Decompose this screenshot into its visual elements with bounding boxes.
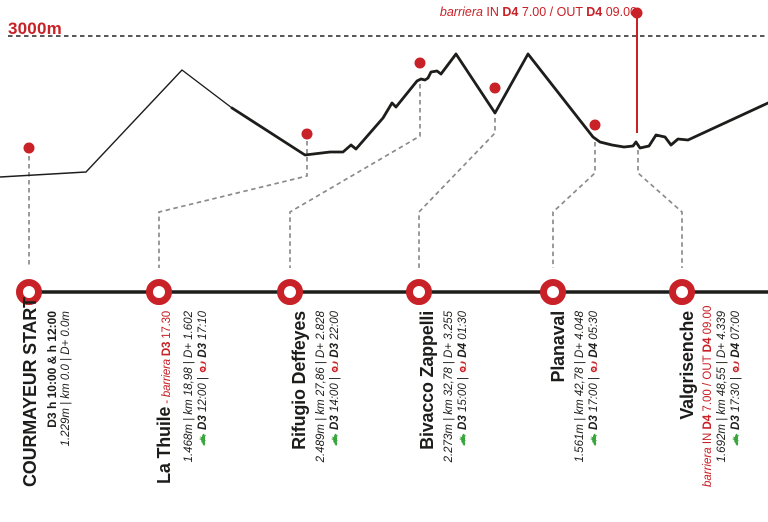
waypoint-connector (159, 141, 307, 268)
waypoint-title (285, 311, 314, 487)
text-segment: barriera (702, 447, 714, 487)
waypoint-bivacco-zappelli (413, 311, 470, 487)
text-segment: 1.692m | km 48,55 | D+ 4.339 (716, 311, 728, 463)
text-segment: D4 (588, 342, 600, 358)
text-segment: 09.00 (602, 5, 637, 19)
axis-marker-planaval (544, 283, 563, 302)
axis-marker-bivacco-zappelli (410, 283, 429, 302)
text-segment (197, 358, 209, 361)
profile-dot (590, 120, 601, 131)
text-segment: D4 (702, 414, 714, 430)
hare-icon (730, 433, 742, 446)
waypoint-stats (442, 311, 456, 487)
text-segment (588, 358, 600, 361)
waypoint-stats (59, 311, 73, 487)
text-segment: COURMAYEUR START (20, 297, 40, 487)
snail-icon (329, 361, 341, 374)
profile-dot (415, 58, 426, 69)
text-segment: 07:00 (730, 311, 742, 343)
text-segment: - (161, 397, 173, 407)
text-segment: 22:00 (329, 311, 341, 343)
text-segment: Rifugio Deffeyes (289, 311, 309, 450)
text-segment: h 10:00 & h 12:00 (45, 311, 59, 413)
text-segment: D3 (161, 341, 173, 357)
snail-icon (197, 361, 209, 374)
text-segment: 17:30 | (730, 373, 742, 416)
text-segment: D4 (730, 342, 742, 358)
waypoint-times (196, 311, 210, 487)
text-segment: IN (482, 5, 503, 19)
text-segment: D4 (457, 342, 469, 358)
waypoint-valgrisenche (673, 305, 743, 487)
text-segment: 15:00 | (457, 373, 469, 416)
text-segment: barriera (161, 359, 173, 398)
text-segment: D3 (45, 412, 59, 428)
waypoint-times (456, 311, 470, 487)
text-segment (457, 430, 469, 433)
text-segment: IN (702, 429, 714, 448)
waypoint-times (729, 311, 743, 487)
text-segment (588, 430, 600, 433)
text-segment: 7.00 / OUT (518, 5, 587, 19)
waypoint-times (587, 311, 601, 487)
text-segment: 1.561m | km 42,78 | D+ 4.048 (574, 311, 586, 463)
text-segment (730, 358, 742, 361)
axis-marker-rifugio-deffeyes (281, 283, 300, 302)
text-segment: D3 (457, 415, 469, 430)
waypoint-connector (638, 150, 682, 268)
text-segment: 14:00 | (329, 373, 341, 416)
waypoint-title (150, 311, 182, 487)
text-segment: 17:10 (197, 311, 209, 343)
waypoint-title (673, 311, 702, 487)
text-segment: D3 (730, 415, 742, 430)
waypoint-title (413, 311, 442, 487)
elevation-profile (232, 54, 768, 155)
waypoint-stats (182, 311, 196, 487)
waypoint-title (544, 311, 573, 487)
snail-icon (588, 361, 600, 374)
text-segment: 12:00 | (197, 373, 209, 416)
text-segment: La Thuile (154, 406, 174, 484)
text-segment: D4 (586, 5, 603, 19)
text-segment: 2.489m | km 27,86 | D+ 2.828 (315, 311, 327, 463)
snail-icon (730, 361, 742, 374)
waypoint-stats (573, 311, 587, 487)
barrier-note (440, 5, 637, 19)
waypoint-courmayeur-start (16, 297, 73, 487)
axis-marker-valgrisenche (673, 283, 692, 302)
waypoint-schedule (45, 311, 59, 487)
text-segment (197, 430, 209, 433)
waypoint-la-thuile (150, 311, 210, 487)
text-segment: barriera (439, 5, 483, 19)
text-segment: D3 (197, 342, 209, 358)
hare-icon (588, 433, 600, 446)
text-segment: Planaval (548, 311, 568, 383)
text-segment: 2.273m | km 32,78 | D+ 3.255 (443, 311, 455, 463)
text-segment: 7.00 / OUT (702, 352, 714, 415)
text-segment: 1.229m | km 0.0 | D+ 0.0m (60, 311, 72, 447)
text-segment (457, 358, 469, 361)
text-segment: 1.468m | km 18,98 | D+ 1.602 (183, 311, 195, 463)
text-segment: D3 (588, 415, 600, 430)
profile-dot (490, 83, 501, 94)
elevation-profile-thin (0, 70, 232, 177)
text-segment: 01:30 (457, 311, 469, 343)
axis-marker-la-thuile (150, 283, 169, 302)
text-segment: 17:00 | (588, 373, 600, 416)
elevation-3000m-label: 3000m (8, 19, 62, 38)
text-segment: D3 (329, 415, 341, 430)
waypoint-title (16, 297, 45, 487)
waypoint-planaval (544, 311, 601, 487)
hare-icon (329, 433, 341, 446)
profile-dot (24, 143, 35, 154)
text-segment (329, 358, 341, 361)
text-segment (161, 356, 173, 359)
waypoint-barrier (702, 305, 715, 487)
text-segment: Bivacco Zappelli (417, 311, 437, 450)
text-segment: D4 (702, 337, 714, 353)
waypoint-connector (419, 118, 495, 268)
text-segment: 05:30 (588, 311, 600, 343)
waypoint-stats (314, 311, 328, 487)
waypoint-times (328, 311, 342, 487)
waypoint-connector (290, 84, 420, 268)
text-segment: Valgrisenche (677, 311, 697, 420)
waypoint-connector (553, 142, 595, 268)
hare-icon (457, 433, 469, 446)
text-segment: 17.30 (161, 311, 173, 342)
text-segment: D3 (197, 415, 209, 430)
text-segment: 09.00 (702, 305, 714, 338)
profile-dot (302, 129, 313, 140)
text-segment (329, 430, 341, 433)
text-segment (730, 430, 742, 433)
waypoint-rifugio-deffeyes (285, 311, 342, 487)
hare-icon (197, 433, 209, 446)
text-segment: D4 (502, 5, 519, 19)
snail-icon (457, 361, 469, 374)
waypoint-stats (715, 311, 729, 487)
text-segment: D3 (329, 342, 341, 358)
